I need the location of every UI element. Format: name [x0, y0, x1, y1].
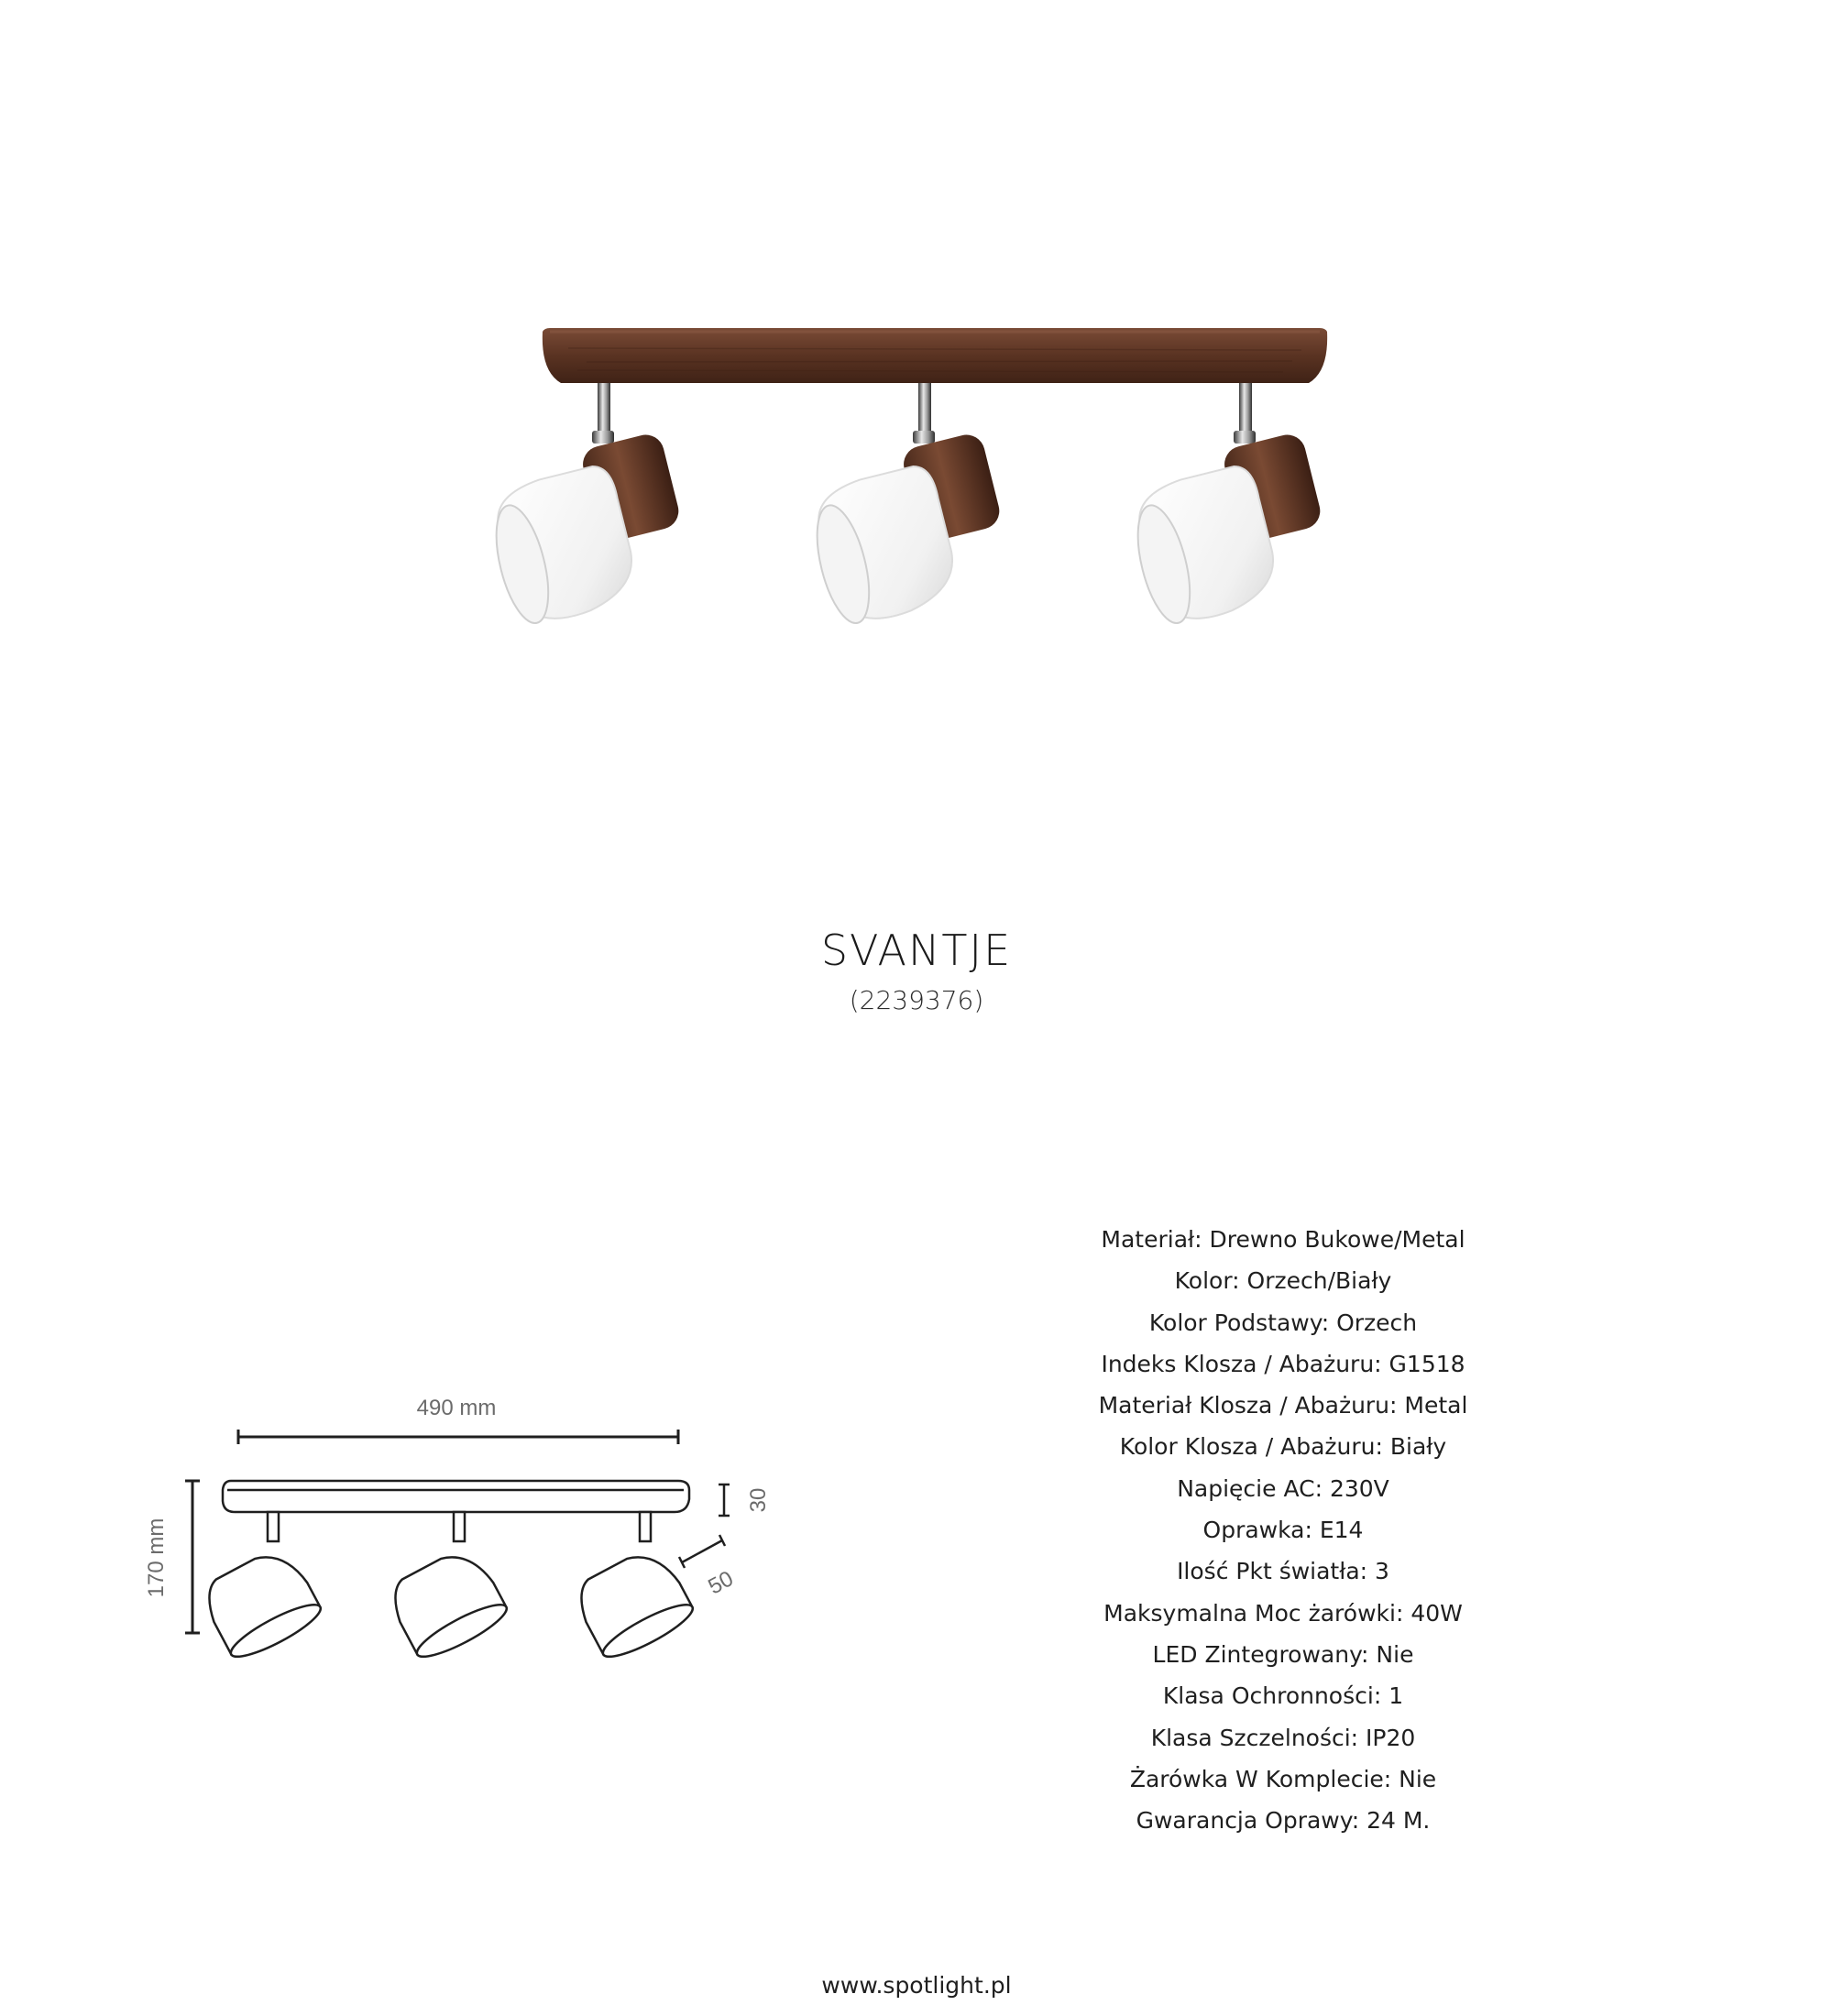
spec-ip-rating: Klasa Szczelności: IP20 [1150, 1724, 1416, 1751]
spec-shade-color: Kolor Klosza / Abażuru: Biały [1119, 1433, 1447, 1461]
height-dimension-label: 170 mm [144, 1517, 169, 1598]
width-dimension-label: 490 mm [416, 1396, 497, 1420]
spot-outline-center [383, 1512, 512, 1665]
wood-bar [543, 328, 1327, 383]
product-code: (2239376) [849, 985, 984, 1015]
bar-height-dimension [719, 1485, 730, 1516]
spot-outline-right [569, 1512, 698, 1665]
spec-integrated-led: LED Zintegrowany: Nie [1152, 1640, 1414, 1668]
spec-warranty: Gwarancja Oprawy: 24 M. [1136, 1807, 1431, 1835]
spot-outline-left [197, 1512, 326, 1665]
shade-dimension-label: 50 [704, 1566, 738, 1600]
spec-bulb-included: Żarówka W Komplecie: Nie [1129, 1765, 1437, 1792]
dimension-drawing [128, 1375, 825, 1668]
bar-outline [223, 1481, 689, 1512]
spec-shade-material: Materiał Klosza / Abażuru: Metal [1098, 1392, 1468, 1419]
spot-lamp-left [477, 383, 697, 630]
spec-voltage: Napięcie AC: 230V [1177, 1474, 1389, 1502]
height-dimension-line [185, 1481, 200, 1633]
spec-shade-index: Indeks Klosza / Abażuru: G1518 [1101, 1350, 1465, 1377]
spec-light-points: Ilość Pkt światła: 3 [1177, 1558, 1389, 1585]
spec-max-power: Maksymalna Moc żarówki: 40W [1103, 1599, 1463, 1627]
shade-dimension [679, 1535, 725, 1568]
product-photo [0, 0, 1833, 660]
bar-height-label: 30 [746, 1487, 771, 1513]
spec-protection-class: Klasa Ochronności: 1 [1162, 1682, 1404, 1710]
width-dimension-line [238, 1430, 678, 1444]
spec-socket: Oprawka: E14 [1202, 1517, 1364, 1544]
spec-material: Materiał: Drewno Bukowe/Metal [1101, 1226, 1465, 1253]
spec-color: Kolor: Orzech/Biały [1174, 1267, 1392, 1295]
specifications-list [1008, 1219, 1558, 1841]
spot-lamp-center [798, 383, 1018, 630]
spot-lamp-right [1119, 383, 1339, 630]
website-link[interactable]: www.spotlight.pl [821, 1972, 1012, 1999]
spec-base-color: Kolor Podstawy: Orzech [1148, 1309, 1418, 1336]
product-name: SVANTJE [820, 926, 1013, 975]
